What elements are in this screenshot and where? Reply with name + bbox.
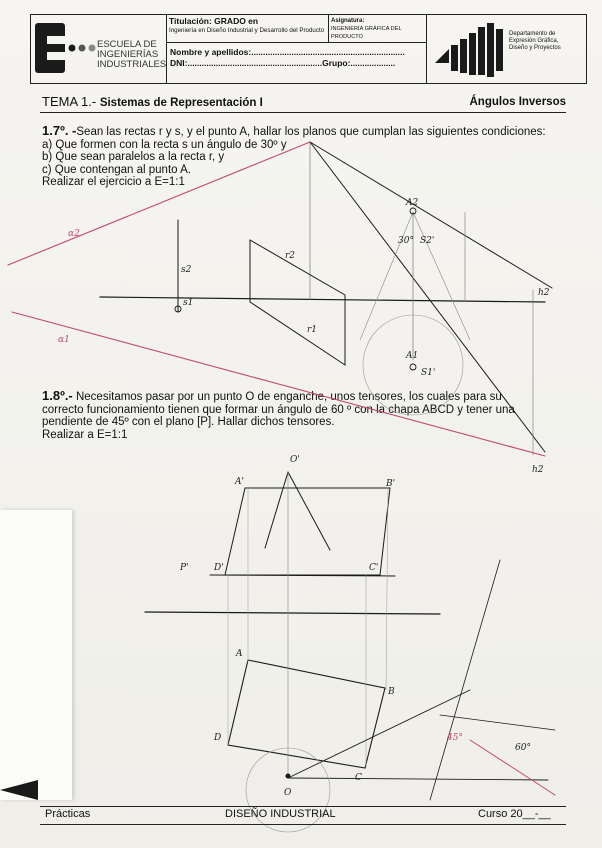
label-b-prime: B' xyxy=(386,479,396,489)
label-d-prime: D' xyxy=(214,563,224,573)
label-s2-prime: S2' xyxy=(420,236,435,246)
label-s2: s2 xyxy=(181,265,192,275)
page-title: TEMA 1.- Sistemas de Representación I xyxy=(42,94,263,109)
point-a1-marker xyxy=(410,364,416,370)
label-a2: A2 xyxy=(406,198,419,208)
nombre-field[interactable]: Nombre y apellidos:................................................................. xyxy=(170,47,405,57)
label-angle-45: 45° xyxy=(447,733,463,743)
construction-line-a xyxy=(310,142,552,288)
alpha1-trace xyxy=(12,312,545,456)
label-alpha1: α1 xyxy=(58,335,70,345)
ground-line-1 xyxy=(100,297,545,302)
label-angle-60: 60° xyxy=(515,743,531,753)
exercise-2-drawing xyxy=(145,455,555,832)
line-r xyxy=(250,240,345,365)
label-a: A xyxy=(236,649,243,659)
label-angle-30: 30° xyxy=(398,236,414,246)
label-s1-prime: S1' xyxy=(421,368,436,378)
footer-left: Prácticas xyxy=(45,808,91,820)
footer-right: Curso 20__-__ xyxy=(478,808,551,820)
construction-line-g xyxy=(430,560,500,800)
overlapping-paper-scrap xyxy=(0,510,72,800)
construction-line-h xyxy=(440,715,555,730)
exercise-1-statement: 1.7º. -Sean las rectas r y s, y el punto A, hallar los planos que cumplan las siguientes condiciones: a) Que formen con la recta s un ángulo de 30º y b) Que sean paralelos a la recta r, y c) Que contengan al punto A. Realizar el ejercicio a E=1:1 xyxy=(42,123,546,188)
exercise-2-statement: 1.8º.- Necesitamos pasar por un punto O de enganche, unos tensores, los cuales para su correcto funcionamiento tienen que formar un ángulo de 60 º con la chapa ABCD y tener una pendiente de 45º con el plano [P]. Hallar dichos tensores. Realizar a E=1:1 xyxy=(42,388,515,441)
label-alpha2: α2 xyxy=(68,229,80,239)
label-c: C xyxy=(355,773,362,783)
asignatura-box: Asignatura: INGENIERÍA GRÁFICA DEL PRODUCTO xyxy=(328,15,426,43)
tensor-elevation-left xyxy=(265,472,288,548)
tensor-elevation-right xyxy=(288,472,330,550)
label-b: B xyxy=(388,687,395,697)
construction-line-e xyxy=(288,690,470,778)
dni-field[interactable]: DNI:.........................................................Grupo:................... xyxy=(170,58,396,68)
plate-abcd-plan xyxy=(228,660,385,768)
footer-rule-top xyxy=(40,806,566,807)
construction-line-f xyxy=(288,778,548,780)
label-r1: r1 xyxy=(307,325,318,335)
label-h2-a: h2 xyxy=(538,288,550,298)
label-h2-b: h2 xyxy=(532,465,544,475)
school-name: ESCUELA DE INGENIERÍAS INDUSTRIALES xyxy=(97,39,167,70)
label-d: D xyxy=(214,733,222,743)
label-o-prime: O' xyxy=(290,455,300,465)
ground-line-2 xyxy=(145,612,440,614)
footer-rule-bottom xyxy=(40,824,566,825)
label-a1: A1 xyxy=(406,351,419,361)
construction-line-c xyxy=(360,212,413,340)
label-o: O xyxy=(284,788,292,798)
topic-title: Ángulos Inversos xyxy=(469,96,566,108)
department-name: Departamento de Expresión Gráfica, Diseño y Proyectos xyxy=(509,31,561,51)
label-c-prime: C' xyxy=(369,563,379,573)
page-corner-arrow-icon xyxy=(0,778,40,802)
point-o-marker xyxy=(286,774,291,779)
label-s1: s1 xyxy=(183,298,194,308)
label-r2: r2 xyxy=(285,251,296,261)
footer-center: DISEÑO INDUSTRIAL xyxy=(225,808,336,820)
exercise-1-drawing xyxy=(8,142,552,475)
red-construction-line xyxy=(470,740,555,795)
label-a-prime: A' xyxy=(235,477,244,487)
alpha2-trace xyxy=(8,142,310,265)
titulacion-box: Titulación: GRADO en Ingeniería en Diseño Industrial y Desarrollo del Producto xyxy=(166,15,328,43)
construction-line-d xyxy=(413,212,470,340)
plate-abcd-elevation xyxy=(225,488,390,575)
label-p-prime: P' xyxy=(180,563,189,573)
